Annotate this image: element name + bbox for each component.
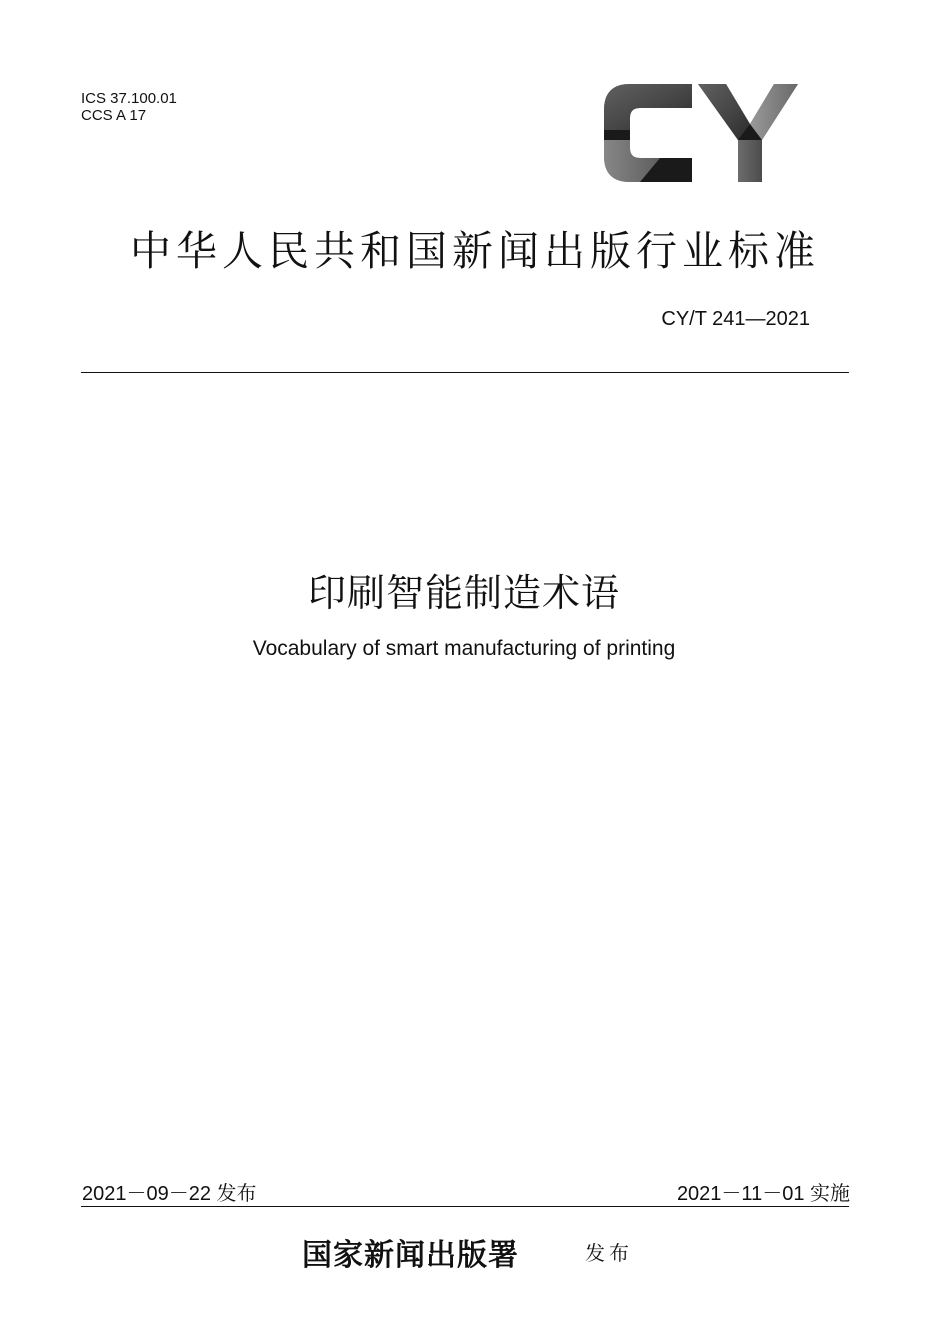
ics-code: ICS 37.100.01 [81,90,177,107]
standard-category-title: 中华人民共和国新闻出版行业标准 [130,228,820,274]
document-title-en: Vocabulary of smart manufacturing of printing [252,637,676,660]
footer-divider [81,1206,849,1207]
cy-logo [600,80,800,186]
ccs-code: CCS A 17 [81,107,147,124]
classification-codes [81,90,177,124]
header-divider [81,372,849,373]
issue-date: 2021－09－22 发布 [82,1183,257,1205]
implementation-date: 2021－11－01 实施 [676,1183,850,1205]
standard-number: CY/T 241—2021 [661,308,810,330]
publish-label: 发布 [585,1243,633,1265]
document-title-cn: 印刷智能制造术语 [307,573,620,615]
publisher-name: 国家新闻出版署 [302,1239,519,1272]
